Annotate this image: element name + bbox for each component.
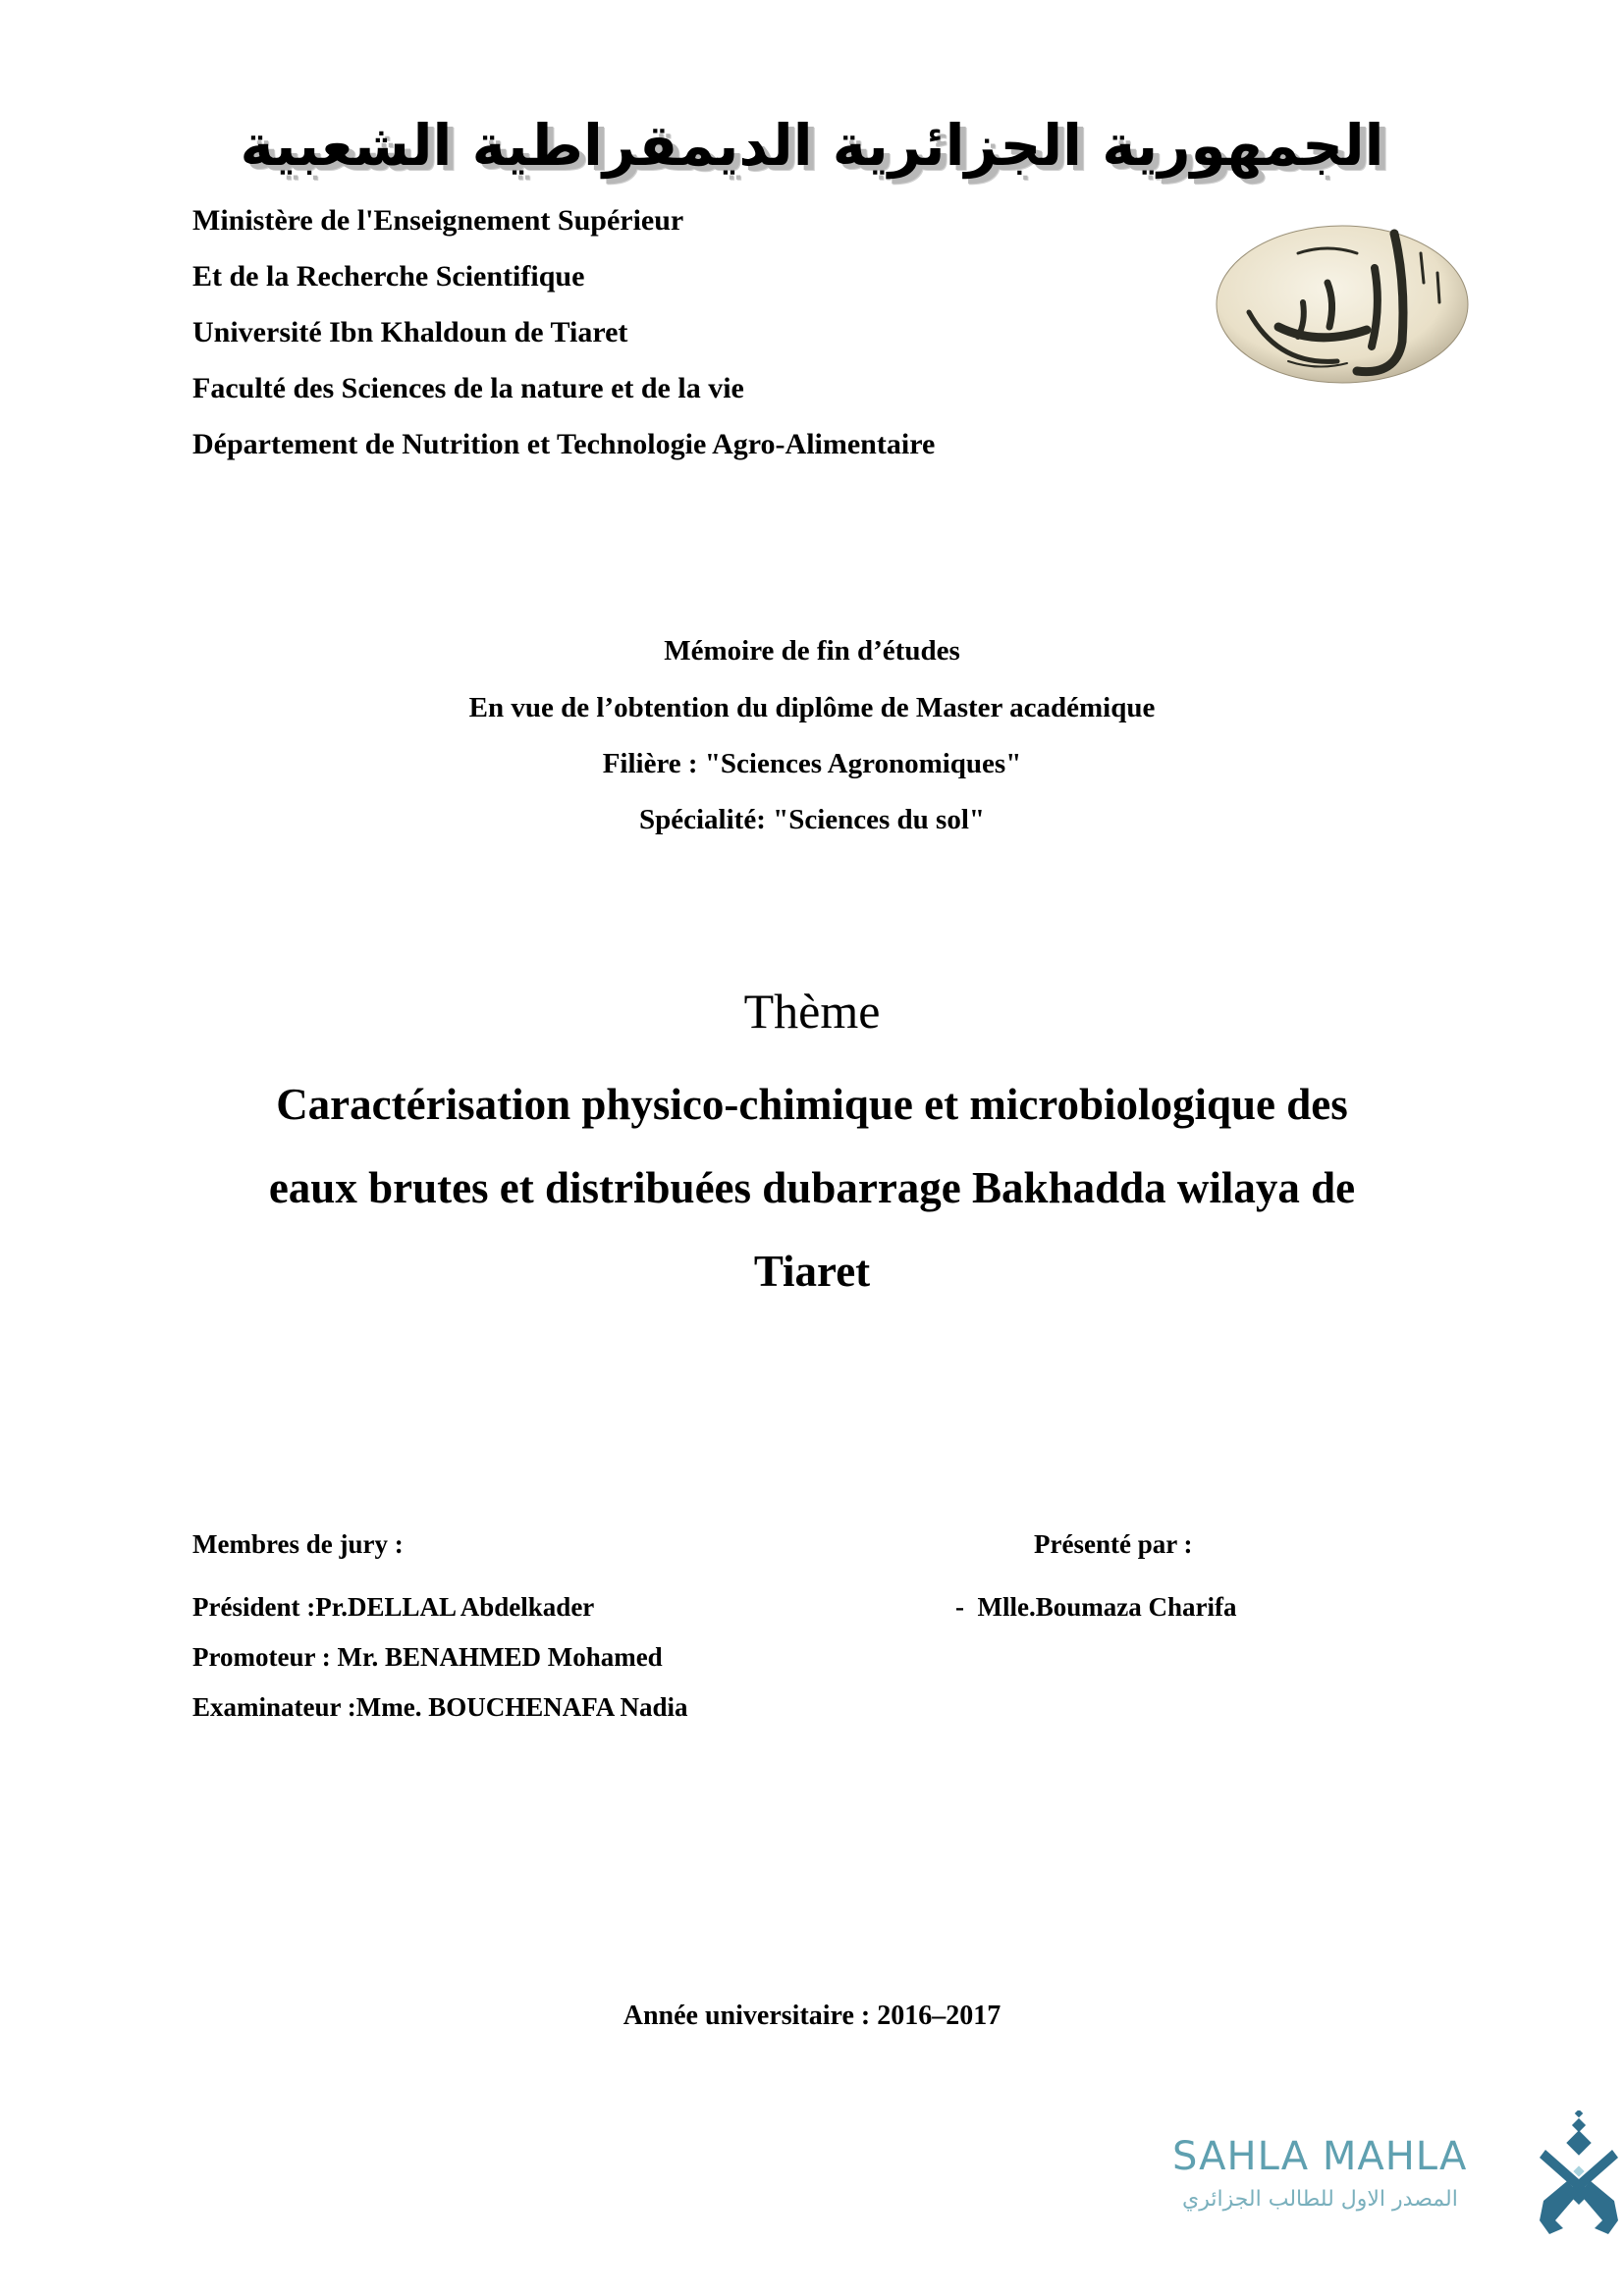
thesis-title-line-1: Caractérisation physico-chimique et microbiologique des bbox=[276, 1080, 1348, 1129]
jury-heading: Membres de jury : bbox=[192, 1529, 404, 1559]
jury-member-promoteur: Promoteur : Mr. BENAHMED Mohamed bbox=[192, 1642, 663, 1672]
institution-line-department: Département de Nutrition et Technologie Agro-Alimentaire bbox=[192, 428, 936, 460]
presenter-heading: Présenté par : bbox=[1034, 1529, 1193, 1559]
diploma-line: En vue de l’obtention du diplôme de Master académique bbox=[468, 692, 1156, 723]
thesis-title-line-2: eaux brutes et distribuées dubarrage Bakhadda wilaya de bbox=[268, 1163, 1356, 1212]
theme-label: Thème bbox=[743, 984, 881, 1039]
watermark-tagline: المصدر الاول للطالب الجزائري bbox=[1182, 2187, 1458, 2212]
sahla-mahla-logo-icon bbox=[1540, 2110, 1618, 2238]
thesis-title-line-3: Tiaret bbox=[753, 1247, 871, 1296]
institution-line-ministry: Ministère de l'Enseignement Supérieur bbox=[192, 204, 684, 237]
institution-line-research: Et de la Recherche Scientifique bbox=[192, 260, 585, 293]
memoire-line: Mémoire de fin d’études bbox=[664, 635, 960, 667]
filiere-line: Filière : "Sciences Agronomiques" bbox=[602, 748, 1022, 779]
specialite-line: Spécialité: "Sciences du sol" bbox=[639, 804, 985, 835]
jury-member-president: Président :Pr.DELLAL Abdelkader bbox=[192, 1592, 595, 1622]
watermark-brand: SAHLA MAHLA bbox=[1172, 2134, 1468, 2179]
university-logo-icon bbox=[1210, 214, 1475, 391]
institution-line-university: Université Ibn Khaldoun de Tiaret bbox=[192, 316, 628, 348]
sahla-mahla-watermark bbox=[1168, 2110, 1620, 2238]
institution-line-faculty: Faculté des Sciences de la nature et de la vie bbox=[192, 372, 744, 404]
jury-member-examinateur: Examinateur :Mme. BOUCHENAFA Nadia bbox=[192, 1692, 688, 1722]
presenter-name: - Mlle.Boumaza Charifa bbox=[955, 1592, 1237, 1622]
arabic-republic-title: الجمهورية الجزائرية الديمقراطية الشعبية bbox=[240, 112, 1384, 179]
academic-year: Année universitaire : 2016–2017 bbox=[623, 2001, 1001, 2031]
